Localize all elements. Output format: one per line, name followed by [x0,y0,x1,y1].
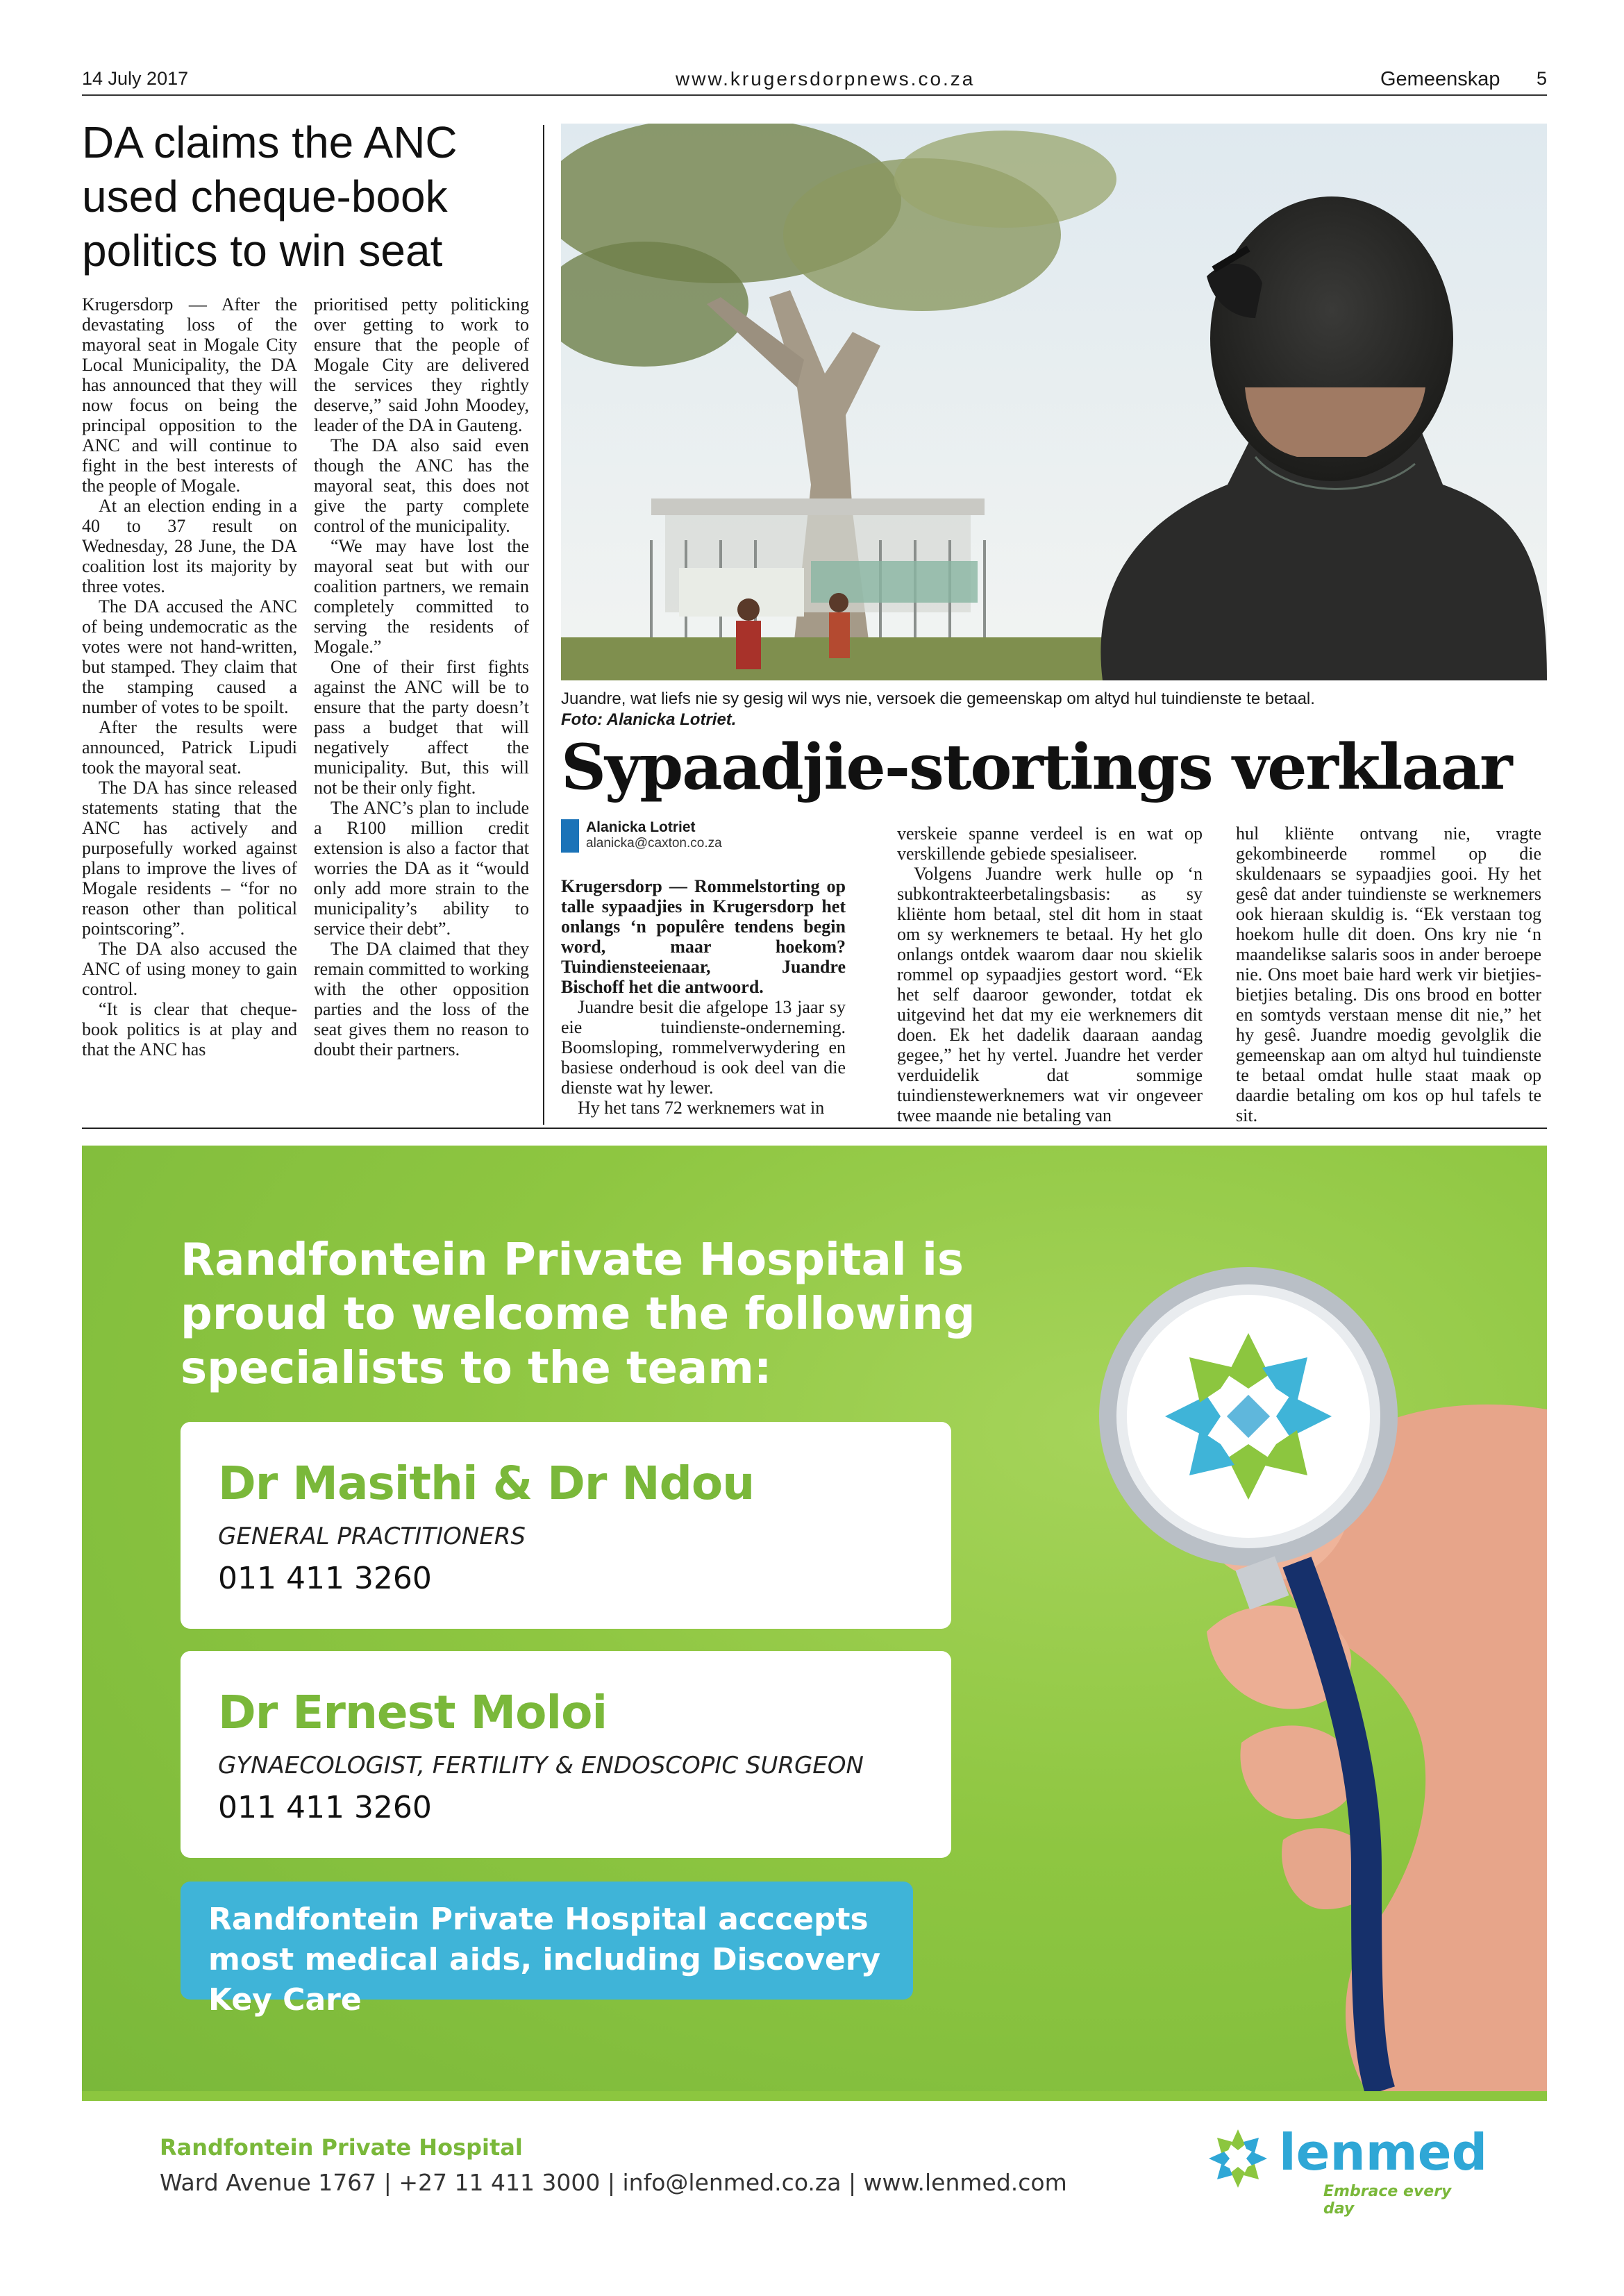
story-photo [561,124,1547,680]
lenmed-wordmark: lenmed [1279,2123,1488,2181]
da-paragraph: The DA accused the ANC of being undemocratic as the votes were not hand-written, but stamped. They claim that the stamping caused a number of votes to be spoilt. [82,596,297,717]
byline-marker [561,819,579,853]
advert-headline: Randfontein Private Hospital is proud to welcome the following specialists to the team: [181,1234,976,1394]
da-paragraph: The DA has since released statements stating that the ANC has actively and purposefully worked against plans to improve the lives of Mogale residents – “for no reason other than political pointscoring”. [82,778,297,939]
hospital-advert [82,1146,1547,2232]
medical-aid-banner [181,1882,913,2018]
sypaadjie-column-1 [561,876,846,1118]
story-paragraph: Hy het tans 72 werknemers wat in [578,1098,825,1118]
da-paragraph: The DA claimed that they remain committed to working with the other opposition parties and the loss of the seat gives them no reason to doubt their partners. [314,939,529,1059]
sypaadjie-column-3 [1236,823,1541,1125]
story-paragraph: hul kliënte ontvang nie, vragte gekombineerde rommel op die skuldenaars se sypaadjies gooi. Hy het gesê dat ander tuindienste se werknemers ook hieraan skuldig is. “Ek verstaan tog hoekom hulle dit doen. Ons kry nie ‘n maandelikse salaris soos in ander beroepe nie. Ons moet baie hard werk vir bietjies-bietjies betaling. Dis ons brood en botter en somtyds verstaan mense dit nie,” het hy gesê. Juandre moedig gevolglik die gemeenskap aan om altyd hul tuindienste te betaal omdat hulle staat maak op daardie betaling om kos op hul tafels te sit. [1236,823,1541,1125]
lenmed-star-icon [1207,2127,1269,2190]
footer-hospital-name: Randfontein Private Hospital [160,2134,523,2161]
da-paragraph: The DA also accused the ANC of using money to gain control. [82,939,297,999]
byline [561,819,846,855]
da-paragraph: “We may have lost the mayoral seat but with our coalition partners, we remain completely committed to serving the residents of Mogale.” [314,536,529,657]
specialist-card [181,1651,951,1858]
specialist-phone[interactable]: 011 411 3260 [218,1561,432,1596]
lenmed-tagline: Embrace every day [1323,2183,1452,2218]
sypaadjie-headline: Sypaadjie-stortings verklaar [561,730,1512,804]
da-paragraph: At an election ending in a 40 to 37 result on Wednesday, 28 June, the DA coalition lost its majority by three votes. [82,496,297,596]
da-paragraph: After the results were announced, Patrick Lipudi took the mayoral seat. [82,717,297,778]
da-headline: DA claims the ANC used cheque-book politics to win seat [82,117,458,276]
story-lead: Krugersdorp — Rommelstorting op talle sypaadjies in Krugersdorp het onlangs ‘n populêre tendens begin word, maar hoekom? Tuindiensteeienaar, Juandre Bischoff het die antwoord. [561,876,846,997]
specialist-specialty: GENERAL PRACTITIONERS [218,1523,526,1550]
story-paragraph: Volgens Juandre werk hulle op ‘n subkontrakteerbetalingsbasis: as sy kliënte hom betaal, stel dit hom in staat om sy werknemers te betaal. Hy het glo onlangs ontdek waarom daar nou skielik rommel op sypaadjies gestort word. “Ek het self daaroor gewonder, totdat ek uitgevind het dat my eie werknemers dit doen. Ek het dadelik daaraan aandag gegee,” het hy vertel. Juandre het verder verduidelik dat sommige tuindienstewerknemers wat vir ongeveer twee maande nie betaling van [897,864,1203,1125]
author-name: Alanicka Lotriet [586,819,696,835]
section-name: Gemeenskap [1380,68,1500,90]
story-paragraph: verskeie spanne verdeel is en wat op verskillende gebiede spesialiseer. [897,823,1203,864]
da-paragraph: “It is clear that cheque-book politics is at play and that the ANC has [82,999,297,1059]
page-number: 5 [1536,68,1547,89]
da-paragraph: Krugersdorp — After the devastating loss of the mayoral seat in Mogale City Local Municipality, the DA has announced that they will now focus on being the principal opposition to the ANC and will continue to fight in the best interests of the people of Mogale. [82,294,297,496]
specialist-card [181,1422,951,1629]
photo-caption [561,689,1547,730]
stethoscope-hand-illustration [978,1146,1547,2091]
author-email[interactable]: alanicka@caxton.co.za [586,836,722,850]
da-paragraph: The ANC’s plan to include a R100 million credit extension is also a factor that worries the DA as it “would only add more strain to the municipality’s ability to service their debt”. [314,798,529,939]
header-rule [82,94,1547,96]
sypaadjie-column-2 [897,823,1203,1125]
page-header [82,68,1547,96]
caption-text: Juandre, wat liefs nie sy gesig wil wys nie, versoek die gemeenskap om altyd hul tuindienste te betaal. [561,689,1315,708]
story-paragraph: Juandre besit die afgelope 13 jaar sy eie tuindienste-onderneming. Boomsloping, rommelverwydering en basiese onderhoud is ook deel van die dienste wat hy lewer. [561,997,846,1098]
specialist-name: Dr Masithi & Dr Ndou [218,1457,755,1510]
photo-credit: Foto: Alanicka Lotriet. [561,710,737,729]
footer-contact-line[interactable]: Ward Avenue 1767 | +27 11 411 3000 | info@lenmed.co.za | www.lenmed.com [160,2169,1067,2196]
specialist-specialty: GYNAECOLOGIST, FERTILITY & ENDOSCOPIC SURGEON [218,1752,864,1779]
photo-illustration [561,124,1547,680]
specialist-name: Dr Ernest Moloi [218,1686,608,1739]
articles-bottom-rule [82,1128,1547,1129]
medical-aid-text: Randfontein Private Hospital acccepts most medical aids, including Discovery Key Care [208,1902,881,2018]
website-url[interactable]: www.krugersdorpnews.co.za [676,68,976,90]
da-column-1 [82,294,297,1059]
advert-footer [82,2091,1547,2232]
specialist-phone[interactable]: 011 411 3260 [218,1790,432,1825]
lenmed-logo [1207,2123,1488,2218]
da-paragraph: prioritised petty politicking over getting to work to ensure that the people of Mogale City are delivered the services they rightly deserve,” said John Moodey, leader of the DA in Gauteng. [314,294,529,435]
da-column-2 [314,294,529,1059]
da-paragraph: The DA also said even though the ANC has the mayoral seat, this does not give the party complete control of the municipality. [314,435,529,536]
da-paragraph: One of their first fights against the ANC will be to ensure that the party doesn’t pass a budget that will negatively affect the municipality. But, this will not be their only fight. [314,657,529,798]
issue-date: 14 July 2017 [82,68,189,89]
footer-green-line [82,2091,1547,2101]
column-divider [543,125,544,1125]
